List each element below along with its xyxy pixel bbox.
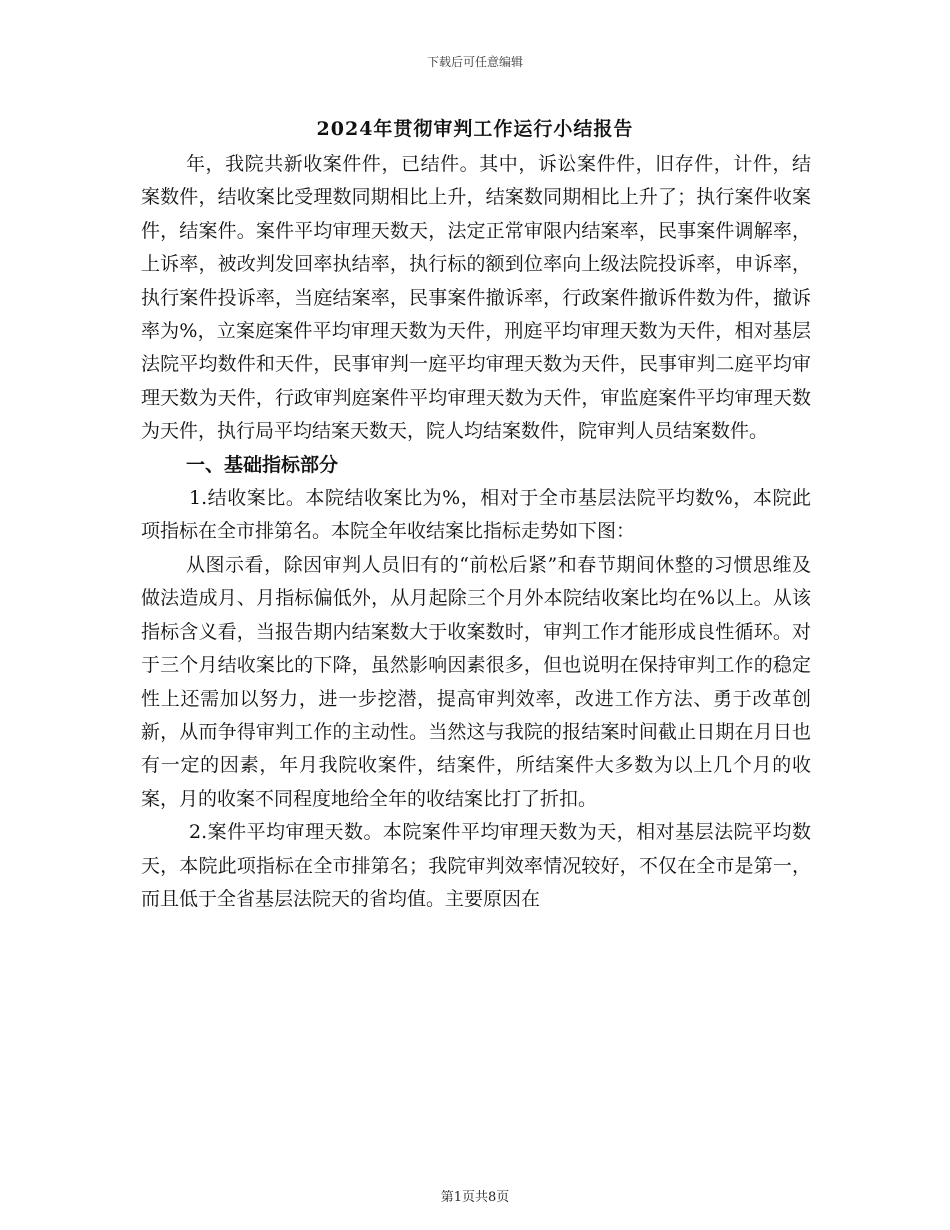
intro-paragraph: 年，我院共新收案件件，已结件。其中，诉讼案件件，旧存件，计件，结案数件，结收案比受理数同期相比上升，结案数同期相比上升了；执行案件收案件，结案件。案件平均审理天数天，法定正常审限内结案率，民事案件调解率，上诉率，被改判发回率执结率，执行标的额到位率向上级法院投诉率，申诉率，执行案件投诉率，当庭结案率，民事案件撤诉率，行政案件撤诉件数为件，撤诉率为%，立案庭案件平均审理天数为天件，刑庭平均审理天数为天件，相对基层法院平均数件和天件，民事审判一庭平均审理天数为天件，民事审判二庭平均审理天数为天件，行政审判庭案件平均审理天数为天件，审监庭案件平均审理天数为天件，执行局平均结案天数天，院人均结案数件，院审判人员结案数件。 <box>141 153 811 443</box>
page-footer: 第1页共8页 <box>440 1190 510 1205</box>
document-title: 2024年贯彻审判工作运行小结报告 <box>316 118 634 140</box>
item-1-paragraph: 1.结收案比。本院结收案比为%，相对于全市基层法院平均数%，本院此项指标在全市排第名。本院全年收结案比指标走势如下图： <box>141 487 811 543</box>
analysis-paragraph: 从图示看，除因审判人员旧有的“前松后紧”和春节期间休整的习惯思维及做法造成月、月指标偏低外，从月起除三个月外本院结收案比均在%以上。从该指标含义看，当报告期内结案数大于收案数时，审判工作才能形成良性循环。对于三个月结收案比的下降，虽然影响因素很多，但也说明在保持审判工作的稳定性上还需加以努力，进一步挖潜，提高审判效率，改进工作方法、勇于改革创新，从而争得审判工作的主动性。当然这与我院的报结案时间截止日期在月日也有一定的因素，年月我院收案件，结案件，所结案件大多数为以上几个月的收案，月的收案不同程度地给全年的收结案比打了折扣。 <box>141 553 811 810</box>
header-note: 下载后可任意编辑 <box>426 55 523 69</box>
item-2-paragraph: 2.案件平均审理天数。本院案件平均审理天数为天，相对基层法院平均数天，本院此项指标在全市排第名；我院审判效率情况较好，不仅在全市是第一，而且低于全省基层法院天的省均值。主要原因在 <box>141 821 811 910</box>
document-body <box>141 148 811 916</box>
section-heading-basic-indicators: 一、基础指标部分 <box>186 453 339 476</box>
